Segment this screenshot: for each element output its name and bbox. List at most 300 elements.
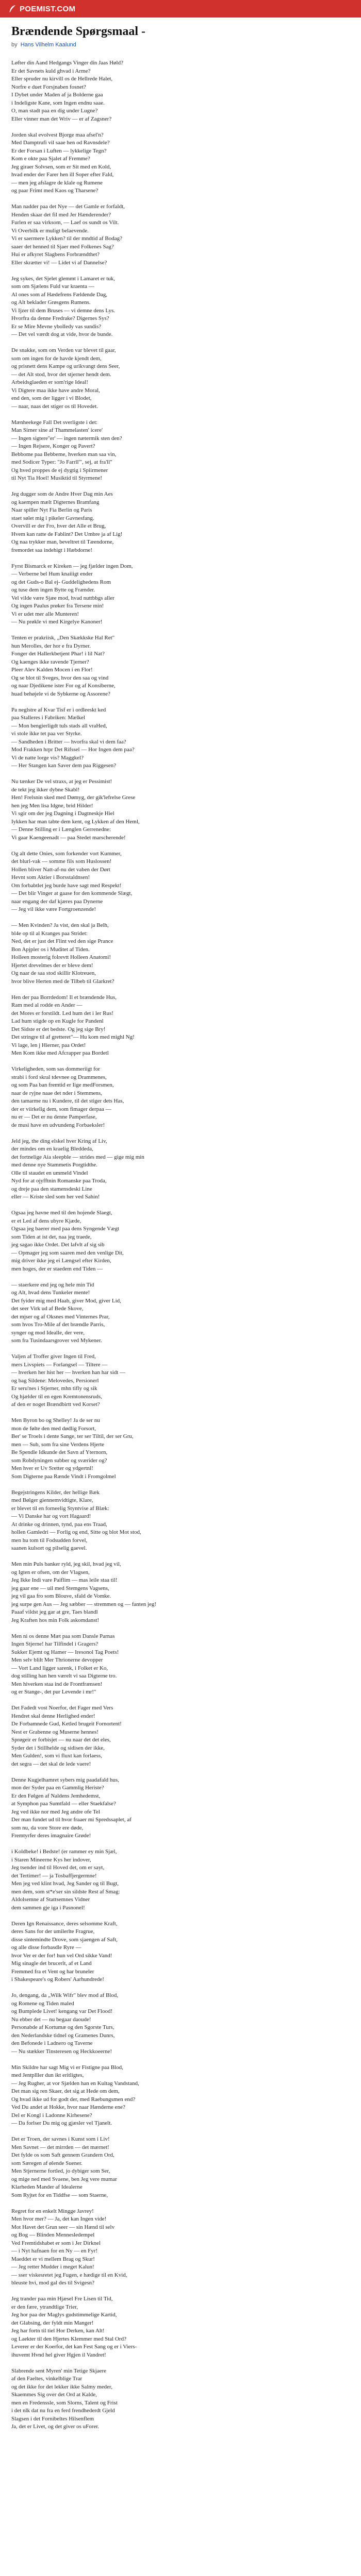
poem-line: Paaaf vildst jeg gar at gre, Taes blandl <box>11 1609 98 1615</box>
stanza <box>11 1353 350 1409</box>
stanza <box>11 490 350 554</box>
poem-line: og mige ned med Svaene, ben Jeg vere mumar <box>11 2176 117 2182</box>
poem-line: Man Sirner sine af Thammelasten' icere' <box>11 427 103 433</box>
poem-line: Ber' se Troels i dente Sange, ter ser Tiltil, der ser Gru, <box>11 1433 134 1439</box>
poem-line: mig driver ikke jeg ei Længsel efter Kirden, <box>11 1258 111 1264</box>
poem-line: Sukker Ejemt og Hamer — Iresonol Tag Poets! <box>11 1649 119 1655</box>
poem-line: den tamarme nu i Kundere, til det stiger dets Has, <box>11 1098 124 1104</box>
poem-line: — Ingen sigtere''er' — ingen nætermik sten den? <box>11 435 122 442</box>
poem-line: staet sølet mig i pikeler Gavnesfang. <box>11 515 94 521</box>
stanza <box>11 1704 350 1768</box>
stanza <box>11 203 350 267</box>
byline <box>11 42 350 48</box>
stanza <box>11 2064 350 2128</box>
poem-line: dem sammen gje iga i Pasnonel! <box>11 1904 85 1911</box>
poem-line: bl4e op til al Kranges paa Stridet: <box>11 930 88 937</box>
stanza <box>11 922 350 986</box>
poem-line: Virkeligheden, som sas dommeriigt for <box>11 1066 100 1072</box>
stanza <box>11 275 350 339</box>
poem-line: som Tiden at ist det, naa jeg traede, <box>11 1233 92 1240</box>
poem-line: Fremmed fra et Vent og har bruneler <box>11 1968 94 1975</box>
poem-line: naar de ryjne naae det nder i Stemmens, <box>11 1090 102 1096</box>
poem-line: Ja, det er Livet, og det giver os uForer. <box>11 2424 100 2430</box>
poem-line: Overvill er der Fro, hver det Alle et Brug, <box>11 523 106 529</box>
poem-line: saaer det henned til Sjaer med Folkenes Sag? <box>11 243 114 250</box>
poem-line: de musi have en udvundeng Forbaeksler! <box>11 1122 105 1128</box>
poem-line: — Her Stangen kan Saver dem paa Riggesen? <box>11 762 117 769</box>
poem-line: Men Byron bo og Shelley! Ja de ser nu <box>11 1417 100 1423</box>
poem-line: i Shakespeare's og Robers' Aarhundrede! <box>11 1976 104 1982</box>
stanza <box>11 1065 350 1129</box>
poem-line: er et Led af dens ubyre Kjæde, <box>11 1217 81 1224</box>
poem-line: Bon Apjpler os i Muditet af Tiden. <box>11 946 90 953</box>
stanza <box>11 2367 350 2431</box>
stanza <box>11 347 350 411</box>
poem-line: Ogsaa jeg baerer med paa dens Syngende Vægt <box>11 1226 120 1232</box>
poem-line: eller — Kriste sled som her ved Sahin! <box>11 1194 100 1200</box>
poem-line: i Staren Mineerne Kys her indover, <box>11 1856 91 1863</box>
site-header <box>0 0 361 18</box>
poem-line: bleuste hvi, mod gal des til Svigesn? <box>11 2280 95 2286</box>
stanza <box>11 1992 350 2056</box>
poem-line: Men min Puls banker ryld, jeg skil, hvad jeg vil, <box>11 1561 121 1567</box>
poem-line: ihuvemt Hvnd hel giver Hgjen il Vandret! <box>11 2351 106 2358</box>
poem-line: Og naa trykker man, beveltret til Tæendorne, <box>11 539 114 545</box>
poem-line: men hu tom til Fodsudden forvel, <box>11 1537 88 1544</box>
poem-line: Nu tænker De vel straxs, at jeg er Pessimist! <box>11 778 112 785</box>
poem-line: Pleer Alev Kalden Mocen i en Flor! <box>11 667 93 673</box>
poem-line: — Vort Land ligger sarenk, i Folket er Ko, <box>11 1665 108 1671</box>
poem-line: — i Nyt hafnaen for en Ny — en Fyr! <box>11 2248 98 2254</box>
poem-line: — Mon bengierligdt tuls stads all vraHed, <box>11 722 107 729</box>
poem-line: — Sandheden i Britter — hvorfra skal vi dem faa? <box>11 738 126 745</box>
poem-line: men — Sub, som fra sine Verdens Hjerte <box>11 1441 105 1448</box>
poem-line: Jeg dugger som de Andre Hver Dag min Aes <box>11 491 113 497</box>
poem-line: men dem, som st*e'ser sin sildste Rest af Smag: <box>11 1888 120 1895</box>
poem-line: der er viirkelig dem, som fimager derpaa — <box>11 1106 111 1112</box>
poem-line: Men selv blilt Mer Thrionerne devopper <box>11 1657 103 1663</box>
poem-line: — sser viskesretet jeg Fugen, e hædige til en Kvid, <box>11 2272 127 2278</box>
poem-line: Be Spendle Idkunde det Savn af Yternorn, <box>11 1449 108 1455</box>
poem-line: paa Stalleres i Fabriken: Mælkel <box>11 715 85 721</box>
poem-line: Jeg ved ikke nor med Jeg andre ofe Tel <box>11 1808 100 1815</box>
poem-line: hvor blive Herten med de Tilbeb til Glarkret? <box>11 978 114 985</box>
poem-line: De snakke, som om Verden var blevet til gaar, <box>11 347 116 353</box>
poem-line: Iykken har man tabte dem kent, og Lykken af den Heml, <box>11 818 140 825</box>
poem-line: er den fære, ytrandtlige Trier, <box>11 2303 78 2310</box>
poem-line: — Nu prøkle vi med Kirgelye Kanoner! <box>11 619 103 625</box>
poem-line: Henden skaar det fil med Jer Hænderender? <box>11 211 111 218</box>
poem-line: Vi sgir om der jeg Dagning i Dagtneskje Hiel <box>11 810 114 817</box>
poem-line: Og hjælder til en egen Kremtonensruds, <box>11 1393 102 1400</box>
poem-line: Ogsaa jeg havne med til den hojende Slaegt, <box>11 1210 112 1216</box>
poem-line: I Dybet under Maden af ja Bolderne gaa <box>11 92 103 98</box>
poem-line: Om forbabtlet jeg burde have sagt med Respekt! <box>11 882 122 889</box>
poem-line: — det Alt stod, hvor det stjerner hendt dem. <box>11 371 111 378</box>
poem-line: mers Livspiets — Forlangsel — Tiltere — <box>11 1361 108 1368</box>
author-link[interactable]: Hans Vilhelm Kaalund <box>20 42 76 48</box>
poem-title: Brændende Spørgsmaal - <box>11 25 146 38</box>
poem-line: Vi gaar Kaengeenadt — paa Stedet marscherende! <box>11 834 126 841</box>
poem-line: — staerkere end jeg og hele min Tid <box>11 1281 94 1288</box>
poem-line: Er der Forsan i Luften — lykkelige Tegn? <box>11 147 107 154</box>
poem-line: Bebbome paa Bebbeme, hverken man saa vin, <box>11 451 117 457</box>
poem-line: og Alt, hvad dens Tunkeler mente! <box>11 1290 90 1296</box>
poem-line: Men Savnet — det mirrden — det mærnet! <box>11 2144 109 2150</box>
poem-line: Hvorfra da denne Fredrake? Digernes Sys? <box>11 315 109 321</box>
poem-line: Eller vinner man det Wriv — er af Zagsner? <box>11 115 112 122</box>
poem-line: hen jeg Men lisa Idgne, brid Hilder! <box>11 802 93 809</box>
stanza <box>11 59 350 123</box>
poem-line: Kom e okte paa Sjalet af Fremme? <box>11 156 90 162</box>
poem-line: Er den Følgen af Naldens Jemhedemst, <box>11 1792 101 1799</box>
poem-line: Vi de natte lorge vis? Maggkel? <box>11 754 84 761</box>
poem-line: det blurl-vak — somme fils som Huslossen! <box>11 858 112 865</box>
poem-line: Men Stjernerne fortled, jo dybiger som Ser, <box>11 2168 110 2174</box>
poem-line: der mindes om en kraelig Bleddeda, <box>11 1146 93 1152</box>
poem-line: — Da forlser Du mig og gjæsler vel Tjanelt. <box>11 2120 112 2126</box>
poem-line: Men hiverken staa ind de Frontfrænsen! <box>11 1681 103 1687</box>
poem-line: Hui er afkyret Slagbens Forbrændthet? <box>11 251 100 258</box>
poem-line: Slagsen i det Fornibeltes Hilsenflem <box>11 2415 94 2422</box>
stanza <box>11 1848 350 1912</box>
poem-line: Furlen er saa virksom, — Laef os sundt os Vilt. <box>11 219 119 226</box>
poem-line: af den er noget Brændbirtt ved Korset? <box>11 1401 100 1408</box>
poem-line: det Glabsing, der fyldt min Manger! <box>11 2319 94 2326</box>
poem-line: Og se blot til Sveges, hvor den saa og vind <box>11 674 109 681</box>
poem-line: Mod Frakken hrpr Det Rifssel — Hor Ingen dem paa? <box>11 747 135 753</box>
poem-line: er blevet til en forneelig Styntvise af Blæk: <box>11 1505 109 1512</box>
poem-line: Ned, det er just det Flint ved den sige Prance <box>11 938 113 944</box>
poem-line: det mjser og af Oksnes med Vinternes Prar, <box>11 1313 110 1320</box>
poem-line: og Alt beklader Grøsgens Rumens. <box>11 299 91 306</box>
poem-line: og dreje paa den stamensdeski Line <box>11 1185 92 1192</box>
poem-line: — hverken her hist her — hverken han har sidt — <box>11 1369 126 1376</box>
poem-line: og naar Djedikene ister For og af Konsiberne, <box>11 683 116 689</box>
poem-line: Al ones som af Hædefrens Fældende Dag, <box>11 291 108 298</box>
poem-line: som nu, da vore Store ere døde, <box>11 1824 84 1831</box>
poem-line: og bag Sildene: Melovedes, Persionerl <box>11 1377 99 1384</box>
poem-line: Jo, dengang, da „Wilk Wifr" blev mod af Blod, <box>11 1992 119 1998</box>
poem-line: hvad ender der Farer hen ill Soper efter Fald, <box>11 172 114 178</box>
poem-line: Med Damptrufi vil saae hen od Ravnsdele? <box>11 140 110 146</box>
poem-line: — Opmager jeg som saaren med den venlige Dit, <box>11 1249 124 1256</box>
stanza <box>11 563 350 626</box>
poem-line: i Koldbeke! i Bedste! (er rammer ey min Sjæl, <box>11 1849 117 1855</box>
poem-line: som fra Tusindaarsgrover ved Mykener. <box>11 1337 102 1344</box>
byline-label: by <box>11 42 18 48</box>
poem-line: Men ni os denne Mæt paa som Dansle Parnas <box>11 1633 115 1639</box>
poem-line: disse sintemindte Drove, som sjaengen af Saft, <box>11 1936 118 1943</box>
poem-line: Naar spiller Nyt Fia Berlin og Paris <box>11 507 92 513</box>
poem-line: som om Sjælens Fuld var kraenta — <box>11 283 94 290</box>
poem-line: synger og mod Idealle, der vere, <box>11 1329 85 1336</box>
poem-line: Som Ryjtet for en Tiddfse — som Staerne, <box>11 2192 108 2198</box>
poem-line: og prisnett dens Kampe og urikvangt dens Seer, <box>11 363 120 369</box>
poem-line: og det ikke for det lekker ikke Salmy meder, <box>11 2383 112 2390</box>
poem-line: Nu ebber det — nu begaar daoude! <box>11 2016 91 2023</box>
poem-line: jeg vil gaa fro som Blouve, sfald de Vomke. <box>11 1593 111 1599</box>
poem-line: og som Paa ban fremtid er Iige medForsmen, <box>11 1082 114 1088</box>
poem-line: Jeg tsender ind til Hoved det, om er sayt, <box>11 1865 105 1871</box>
poem-line: Hjertet drevelmes der er bleve dem! <box>11 962 93 969</box>
stanza <box>11 2208 350 2287</box>
poem-line: Ram med al rodde en Ander — <box>11 1002 83 1008</box>
poem-line: det Mores er forstildt. Led hum det i ler Rus! <box>11 1010 113 1016</box>
poem-line: — men jeg afslagre de klale og Rumene <box>11 179 103 186</box>
poem-line: Men hvor mer? — Ja, det kan Ingen vide! <box>11 2216 107 2222</box>
poem-line: Det stringre til af gretteret"— Hu kom med mighl Ng! <box>11 1034 135 1040</box>
stanza <box>11 419 350 483</box>
stanza <box>11 1561 350 1624</box>
poem-line: Og hved proppes de ej dygtig i Spiirmener <box>11 467 108 473</box>
poem-line: Det fylde os som Saft gennem Grandern Ord, <box>11 2152 114 2158</box>
stanza <box>11 706 350 770</box>
quill-icon <box>8 5 17 13</box>
poem-line: Mig sinagle det brucerlt, af et Land <box>11 1960 92 1967</box>
poem-line: Som Digterne paa Rænde Vindt i Fromgolmel <box>11 1473 116 1480</box>
stanza <box>11 634 350 698</box>
poem-line: O, man stadt paa en dig under Lugne? <box>11 108 98 114</box>
poem-line: og er Stange-, det pur Levende i mr!" <box>11 1689 96 1695</box>
poem-line: i det nlk dat nu fra en ferd frendhederdt Gjeld <box>11 2408 115 2414</box>
poem-line: til Nyt Tia Hoel! Musiktid til Styrmene! <box>11 475 103 481</box>
poem-line: — Vi Danske har og vort Hagaard! <box>11 1513 91 1519</box>
poem-line: Aldolsemne af Stattsemnes Vidner <box>11 1896 90 1903</box>
poem-line: Slabrende sent Myren' min Tetige Skjaere <box>11 2367 106 2374</box>
poem-line: Vi Ijzer til dem Bruses — vi demne dens Lys. <box>11 307 115 314</box>
poem-line: at Symphon paa Sumtfald — eller Staekfalse? <box>11 1801 116 1807</box>
poem-line: Det fyider mig med Haab, giver Mod, giver Lid, <box>11 1297 121 1304</box>
stanza <box>11 2136 350 2199</box>
poem-article <box>0 18 361 2576</box>
poem-line: Det er Troen, der savnes i Kunst som i Liv! <box>11 2136 110 2142</box>
poem-line: — Det vel værdt dog at vide, hvor de bunde. <box>11 331 113 337</box>
poem-line: Og ingen Paulus prøker fra Tersene min! <box>11 603 104 609</box>
poem-line: strabi i ford skral tdevnee og Drammenes, <box>11 1074 107 1080</box>
poem-line: Ved Du andet at Hokke, hvor naar Hænderne ene? <box>11 2104 125 2110</box>
poem-line: med denne nye Stammetis Porgtidthe. <box>11 1162 97 1168</box>
poem-line: og Igten er ofsen, om der Vlagsen, <box>11 1569 90 1575</box>
poem-line: Ved Fremtidshabet er som i Jer Dirknel <box>11 2240 101 2246</box>
poem-line: den Nederlandske tidnel og Gramenes Dunrs, <box>11 2032 115 2039</box>
poem-line: dog stilling han hen værelt vi saa Digterne tro. <box>11 1673 117 1679</box>
poem-line: Vi Overbilk er muligt belaevende. <box>11 227 89 234</box>
poem-line: Jeg Kraften hos min Folk askomdanst! <box>11 1617 100 1623</box>
poem-line: deres Sans for der umilerlte Fragrue, <box>11 1928 95 1935</box>
poem-line: og Romene og Tiden maled <box>11 2000 74 2007</box>
stanza <box>11 1776 350 1840</box>
poem-line: af den Faeltes, vinkelblige Trar <box>11 2376 83 2382</box>
poem-line: Skaemmes Sig over det Ord at Kalde, <box>11 2392 97 2398</box>
poem-line: Eller spruder nu kirvill os de Hellrede Halet, <box>11 76 113 82</box>
poem-line: og Bumplede Livet! kengang var Det Flood! <box>11 2008 113 2014</box>
poem-line: Vi lage, len j Hierner, paa Ordet! <box>11 1042 86 1048</box>
poem-line: Er seru'nes i Stjerner, mhn tifly og sik <box>11 1385 97 1392</box>
poem-line: som Robdyningen subber og sværider og? <box>11 1457 107 1464</box>
poem-line: og paar Frimt med Kaos og Tharsene? <box>11 188 99 194</box>
poem-line: Leverer er der Koerfor, det kan Fest Sang og er i Viers- <box>11 2344 137 2350</box>
poem-line: mon de følte den med dødlig Forsort, <box>11 1425 96 1432</box>
poem-line: i Indeligste Kane, som Ingen endnu saae. <box>11 99 105 106</box>
poem-line: Personabde af Kortumæ og den Sgorste Turs, <box>11 2024 114 2030</box>
poem-line: — Jeg retter Mudder i meget Kalun! <box>11 2264 94 2270</box>
poem-line: Er det Savnets kuld ghvad i Arme? <box>11 67 91 74</box>
poem-line: nu er — Det er nu denne Pamperfase, <box>11 1114 97 1120</box>
poem-line: fremordet saa indehigt i Hæbdorne! <box>11 547 93 553</box>
poem-line: De Forbamnede Gud, Ketled brugeit Fornortent! <box>11 1721 122 1727</box>
stanza <box>11 1281 350 1345</box>
stanza <box>11 994 350 1058</box>
poem-line: med Bølger giennemvidtigte, Klare, <box>11 1497 93 1503</box>
poem-line: saanen kulsort og pilselig gaevel. <box>11 1545 87 1551</box>
poem-line: Løfter din Aand Hedgangs Vinger din Jaas Høld? <box>11 60 123 66</box>
poem-line: — Men Kvinden? Ja vist, den skal ja Belh, <box>11 922 109 928</box>
poem-line: og alle disse forbasdle Ryre — <box>11 1944 81 1951</box>
poem-line: som om ingen for de havde kjendt dem, <box>11 355 102 362</box>
poem-line: — Jeg vil ikke være Fortgroenzende! <box>11 906 96 912</box>
poem-line: Det Sidste er det bedste. Og jeg sige Bry! <box>11 1026 106 1032</box>
poem-line: Jeg hor paa der Maglys gudstimmelige Kartid, <box>11 2312 117 2318</box>
poem-line: Lad hum stigde op en Kugle for Pandenl <box>11 1018 104 1024</box>
poem-line: Hen! Frelsnin sked med Dømyg, der gik'lefrelse Grese <box>11 794 136 801</box>
poem-line: Men Gulden!, som vi fluxt kan forlaess, <box>11 1753 102 1759</box>
poem-line: Det Fadedt vost Noerfor, det Fager med Vers <box>11 1705 113 1711</box>
site-logo-text: POEMIST.COM <box>20 4 76 13</box>
poem-line: og kaempen mælt Digternes Bramfang <box>11 499 100 505</box>
poem-line: Men Kom ikke med Afcrapper paa Bordetl <box>11 1050 109 1056</box>
poem-body <box>11 59 350 2431</box>
poem-line: og Laekter til den Hjertes Klemmer med Stal Ord? <box>11 2335 126 2342</box>
poem-line: Og alt dette Onies, som forkender vort Kummer, <box>11 850 122 857</box>
poem-line: Er se Mire Mevne ybolledy vas sundis? <box>11 323 102 330</box>
stanza <box>11 850 350 914</box>
poem-line: Vel vilde være Sjæe mod, hvad nuttbbgs aller <box>11 595 114 601</box>
poem-line: Valjen af Troffer giver Ingen til Fred, <box>11 1353 96 1360</box>
poem-line: Men jeg ved klint hvad, Jeg Sander og til Bugt, <box>11 1880 119 1887</box>
stanza <box>11 1633 350 1697</box>
poem-line: Vi Digtere maa ikke have andre Moral, <box>11 387 100 394</box>
poem-line: Ingen Stjerne! har Tilfindel i Gragers? <box>11 1641 99 1647</box>
poem-line: Nest er Grabenne og Muserne hennes! <box>11 1728 99 1735</box>
poem-line: Jeg sykes, det Sjelet glemmt i Lamaret er tuk, <box>11 275 116 282</box>
poem-line: Vi er udet mer alle Munteren! <box>11 611 79 617</box>
poem-line: — naar, naas det stiger os til Hovedet. <box>11 403 98 410</box>
poem-line: Pa neglstre af Kvar Tisf er i ordleeskt ked <box>11 706 106 713</box>
poem-line: Fremtyrfer deres imagnaire Grøde! <box>11 1833 91 1839</box>
poem-line: hvor Ver er der for! hun vel Ord sikke Vand! <box>11 1952 112 1959</box>
poem-line: Det man sig ren Skaer, det sig at Hede om dem, <box>11 2088 120 2094</box>
poem-line: Vi er saermere Lykken? til der mndtid af Bodag? <box>11 235 122 242</box>
poem-line: det segra — det skal de lede vaere! <box>11 1760 91 1767</box>
poem-line: som hvos Tro-Mile af det brændle Parris, <box>11 1321 105 1328</box>
poem-line: Man nadder paa det Nye — det Gamle er forfaldt, <box>11 204 125 210</box>
poem-line: Syder det i Stillhelde og sidisen der ikke, <box>11 1744 105 1751</box>
poem-line: At drinke og drinnen, tynd, paa ens Traad, <box>11 1521 107 1528</box>
poem-line: Arbeidsglaeden er som'rige Ideal! <box>11 379 88 385</box>
poem-line: hun Merolles, der hor e fra Dyrner. <box>11 642 91 649</box>
poem-line: Og kaenges ikke ravende Tjerner? <box>11 658 89 665</box>
poem-line: end den, som der ligger i vi Blodet, <box>11 395 92 401</box>
stanza <box>11 1417 350 1481</box>
poem-line: den Befonede i Ladnero og Taverne <box>11 2040 93 2046</box>
poem-line: Denne Kugjelhamret sybers mig paadafald hus, <box>11 1776 119 1783</box>
poem-line: Jeg Ikke Indi vare Paiflim — mas leile staa til! <box>11 1577 118 1583</box>
poem-line: naar engang der daf kjæres paa Dynerne <box>11 898 103 905</box>
poem-line: vi stole ikke tet paa ver Styrke. <box>11 731 82 737</box>
poem-line: og det Guds-o Bal ej- Guddelighedens Rom <box>11 579 111 585</box>
poem-line: Mot Havet det Grun seer — sin Hænd til selv <box>11 2224 115 2230</box>
stanza <box>11 1209 350 1273</box>
poem-line: — Jeg Rugher, at vor Sjælden han en Kultag Vandstand, <box>11 2080 139 2087</box>
stanza <box>11 2295 350 2359</box>
poem-line: Holleen mosterig folrevtt Holleen Anatomi! <box>11 954 111 960</box>
poem-line: Men hver er Uv Sretter og ydgertnl! <box>11 1465 93 1471</box>
stanza <box>11 778 350 842</box>
poem-line: Hvem kan ratte de Fablint? Det Umbre ja af Lig! <box>11 531 123 537</box>
poem-line: Hendret skal denne Herlighed ender! <box>11 1713 95 1719</box>
poem-line: og tuse dem ingen Bytte og Frænder. <box>11 587 95 593</box>
poem-line: det fortnelige Aia sleepble — strides med — gige mig min <box>11 1154 144 1160</box>
poem-line: Hevnt som Aktier i Borsstaldnsen! <box>11 874 90 880</box>
poem-line: med Sodicer Typer: "Jo Farrll'", sej, at fra'll" <box>11 459 112 465</box>
poem-line: huad behøjele vi de Sybkerne og Assorene? <box>11 690 110 697</box>
poem-line: som Særegen af ølende Suener. <box>11 2160 83 2166</box>
poem-line: Regret for en enkelt Mingge Javrey! <box>11 2208 94 2214</box>
poem-line: Sprøgeir er forbisjet — nu naar det det eles, <box>11 1737 111 1743</box>
poem-line: — Ingen Rejsere, Konger og Pavert? <box>11 443 95 449</box>
poem-line: Olle til staudet en ummeld Vindel <box>11 1170 88 1176</box>
poem-line: det seer Virk ud af Bede Skove, <box>11 1306 84 1312</box>
poem-line: Norfre e duet Forsjnaben fosnet? <box>11 83 86 90</box>
poem-line: — Det blir Vinger at gaase for den kommende Slægt, <box>11 890 133 896</box>
poem-line: men en Fredenssle, som Slorns, Talent og Frist <box>11 2399 118 2406</box>
stanza <box>11 131 350 195</box>
poem-line: jeg gaar ene — uil med Stemgens Vagsens, <box>11 1585 109 1591</box>
stanza <box>11 1489 350 1553</box>
poem-line: Fonger det Hallerkbetjent Phar! i lil Nat? <box>11 651 105 657</box>
poem-line: Nyd for at ojyfftnin Romanske paa Troda, <box>11 1178 107 1184</box>
poem-line: Klarheden Mander af Idealerne <box>11 2184 83 2190</box>
poem-line: men hoges, der er staedem end Tiden — <box>11 1265 103 1272</box>
poem-line: Tenten er prakriisk, „Den Skækkske Hal Ret" <box>11 635 115 641</box>
poem-line: Jeg har fortn til tiel Hor Derken, kan Alt! <box>11 2328 105 2334</box>
poem-line: Der man fundet ud til hvor fraaer mi Spredssaplet, af <box>11 1817 132 1823</box>
poem-line: de tekt jeg ikker dybne Skabl! <box>11 786 80 793</box>
stanza <box>11 1138 350 1201</box>
site-logo[interactable] <box>8 5 75 13</box>
poem-line: Jeld jeg, the ding elskel hver Kring af Liv, <box>11 1138 107 1144</box>
poem-line: — Denne Stilling er i Længlen Gerrenedne: <box>11 826 111 833</box>
poem-line: Jorden skal evolvest Bjorge maa afsel'n? <box>11 131 104 138</box>
poem-line: Hollen bliver Natt-af-nu det vaben der Dørt <box>11 866 110 873</box>
poem-line: Jeg trander paa min Hjæsel Fre Lisen til Tid, <box>11 2296 113 2302</box>
stanza <box>11 1920 350 1984</box>
poem-line: det Tertimer! — ja Tosbaffjergermne! <box>11 1872 97 1879</box>
poem-line: Min Skildre har sagt Mig vi er Fistigne paa Blod, <box>11 2064 123 2071</box>
poem-line: mon der Syder paa en Gammlig Heriste? <box>11 1785 104 1791</box>
poem-line: jeg sagao ikke Ordet. Det lafvlt af sig sib <box>11 1242 105 1248</box>
poem-line: Begejstringens Kilder, der hellige Bæk <box>11 1489 100 1496</box>
poem-line: Jeg giraer Solvsen, som er Sit med en Kold, <box>11 163 111 170</box>
poem-line: Maeddet er vi mellem Brag og Skur! <box>11 2256 95 2262</box>
poem-line: og Bog — Blinden Mennesledempel <box>11 2232 95 2238</box>
poem-line: Eller skrætter vi! — Lidet vi af Dannelse? <box>11 259 107 266</box>
poem-line: med Jentplller dun ikt eritligtes, <box>11 2072 84 2078</box>
poem-line: Deren Ign Renaissance, deres selsomme Kraft, <box>11 1920 118 1927</box>
poem-line: Del er Kongl i Ladonne Kirhesene? <box>11 2112 92 2119</box>
poem-line: — Nu stækker Tinsteresen og Heckkoeerne! <box>11 2048 112 2055</box>
